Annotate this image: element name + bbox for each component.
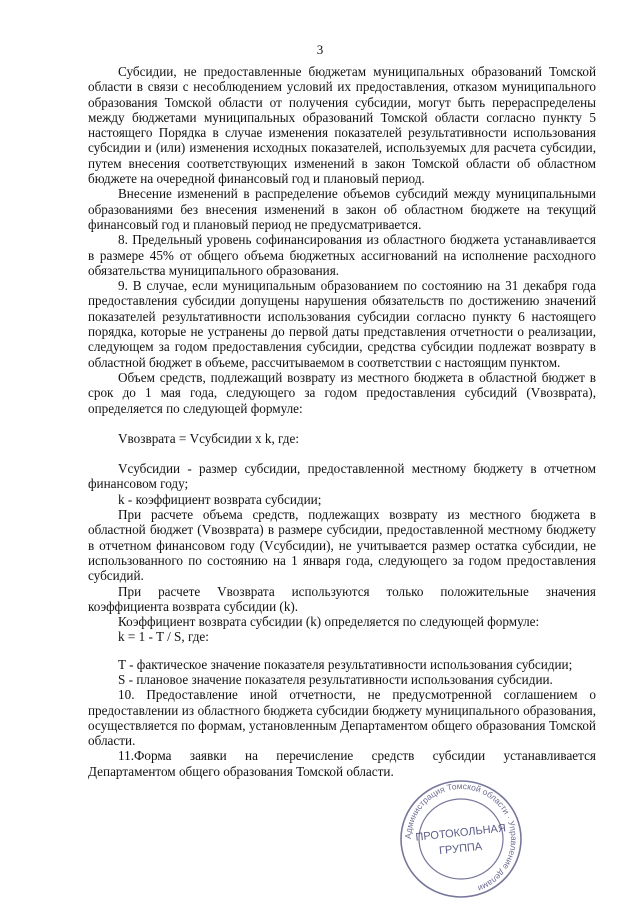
official-stamp xyxy=(396,778,526,900)
paragraph-s-def: S - плановое значение показателя результативности использования субсидии. xyxy=(118,671,553,687)
paragraph-subsidy-redistribution: Субсидии, не предоставленные бюджетам муниципальных образований Томской области в связи с несоблюдением условий их предоставления, отказом муниципального образования Томской области от получения субсидии, могут быть перераспределены между бюджетами муниципальных образований Томской области согласно пункту 5 настоящего Порядка в случае изменения показателей результативности использования субсидии и (или) изменения исходных показателей, используемых для расчета субсидии, путем внесения соответствующих изменений в закон Томской области об областном бюджете на очередной финансовый год и плановый период. xyxy=(88,64,596,187)
paragraph-8-cofinancing: 8. Предельный уровень софинансирования из областного бюджета устанавливается в размере 45% от общего объема бюджетных ассигнований на исполнение расходного обязательства муниципального образования. xyxy=(88,232,596,278)
paragraph-11-application: 11.Форма заявки на перечисление средств субсидии устанавливается Департаментом общего образования Томской области. xyxy=(88,748,596,779)
stamp-graphic xyxy=(396,778,526,900)
paragraph-changes-distribution: Внесение изменений в распределение объемов субсидий между муниципальными образованиями без внесения изменений в закон об областном бюджете на текущий финансовый год и плановый период не предусматривается. xyxy=(88,186,596,232)
paragraph-t-def: T - фактическое значение показателя результативности использования субсидии; xyxy=(118,656,573,672)
paragraph-vsubsidy-def: Vсубсидии - размер субсидии, предоставленной местному бюджету в отчетном финансовом году; xyxy=(88,461,596,492)
paragraph-k-formula-intro: Коэффициент возврата субсидии (k) определяется по следующей формуле: xyxy=(118,614,540,630)
paragraph-return-volume: Объем средств, подлежащий возврату из местного бюджета в областной бюджет в срок до 1 мая года, следующего за годом предоставления субсидий (Vвозврата), определяется по следующей формуле: xyxy=(88,369,596,416)
stamp-line1: ПРОТОКОЛЬНАЯ xyxy=(414,822,507,844)
paragraph-k-def: k - коэффициент возврата субсидии; xyxy=(118,491,322,507)
stamp-line2: ГРУППА xyxy=(438,840,483,858)
document-body xyxy=(88,64,596,779)
formula-k: k = 1 - T / S, где: xyxy=(118,629,209,645)
paragraph-calc-note: При расчете объема средств, подлежащих возврату из местного бюджета в областной бюджет (Vвозврата) в размере субсидии, предоставленной местному бюджету в отчетном финансовом году (Vсубсидии), не учитывается размер остатка субсидии, не использованного по состоянию на 1 января года, следующего за годом предоставления субсидий. xyxy=(88,507,596,584)
page-number: 3 xyxy=(316,42,324,57)
paragraph-positive-values: При расчете Vвозврата используются только положительные значения коэффициента возврата субсидии (k). xyxy=(88,583,596,614)
formula-return: Vвозврата = Vсубсидии x k, где: xyxy=(118,430,300,446)
stamp-ring-text: Администрация Томской области · Управление делами xyxy=(402,780,520,894)
paragraph-9-violations: 9. В случае, если муниципальным образованием по состоянию на 31 декабря года предоставления субсидии допущены нарушения обязательств по достижению значений показателей результативности использования субсидии согласно пункту 6 настоящего порядка, которые не устранены до первой даты представления отчетности о реализации, следующем за годом предоставления субсидии, средства субсидии подлежат возврату в областной бюджет в объеме, рассчитываемом в соответствии с настоящим пунктом. xyxy=(88,278,596,370)
paragraph-10-reporting: 10. Предоставление иной отчетности, не предусмотренной соглашением о предоставлении из областного бюджета субсидии бюджету муниципального образования, осуществляется по формам, установленным Департаментом общего образования Томской области. xyxy=(88,687,596,749)
